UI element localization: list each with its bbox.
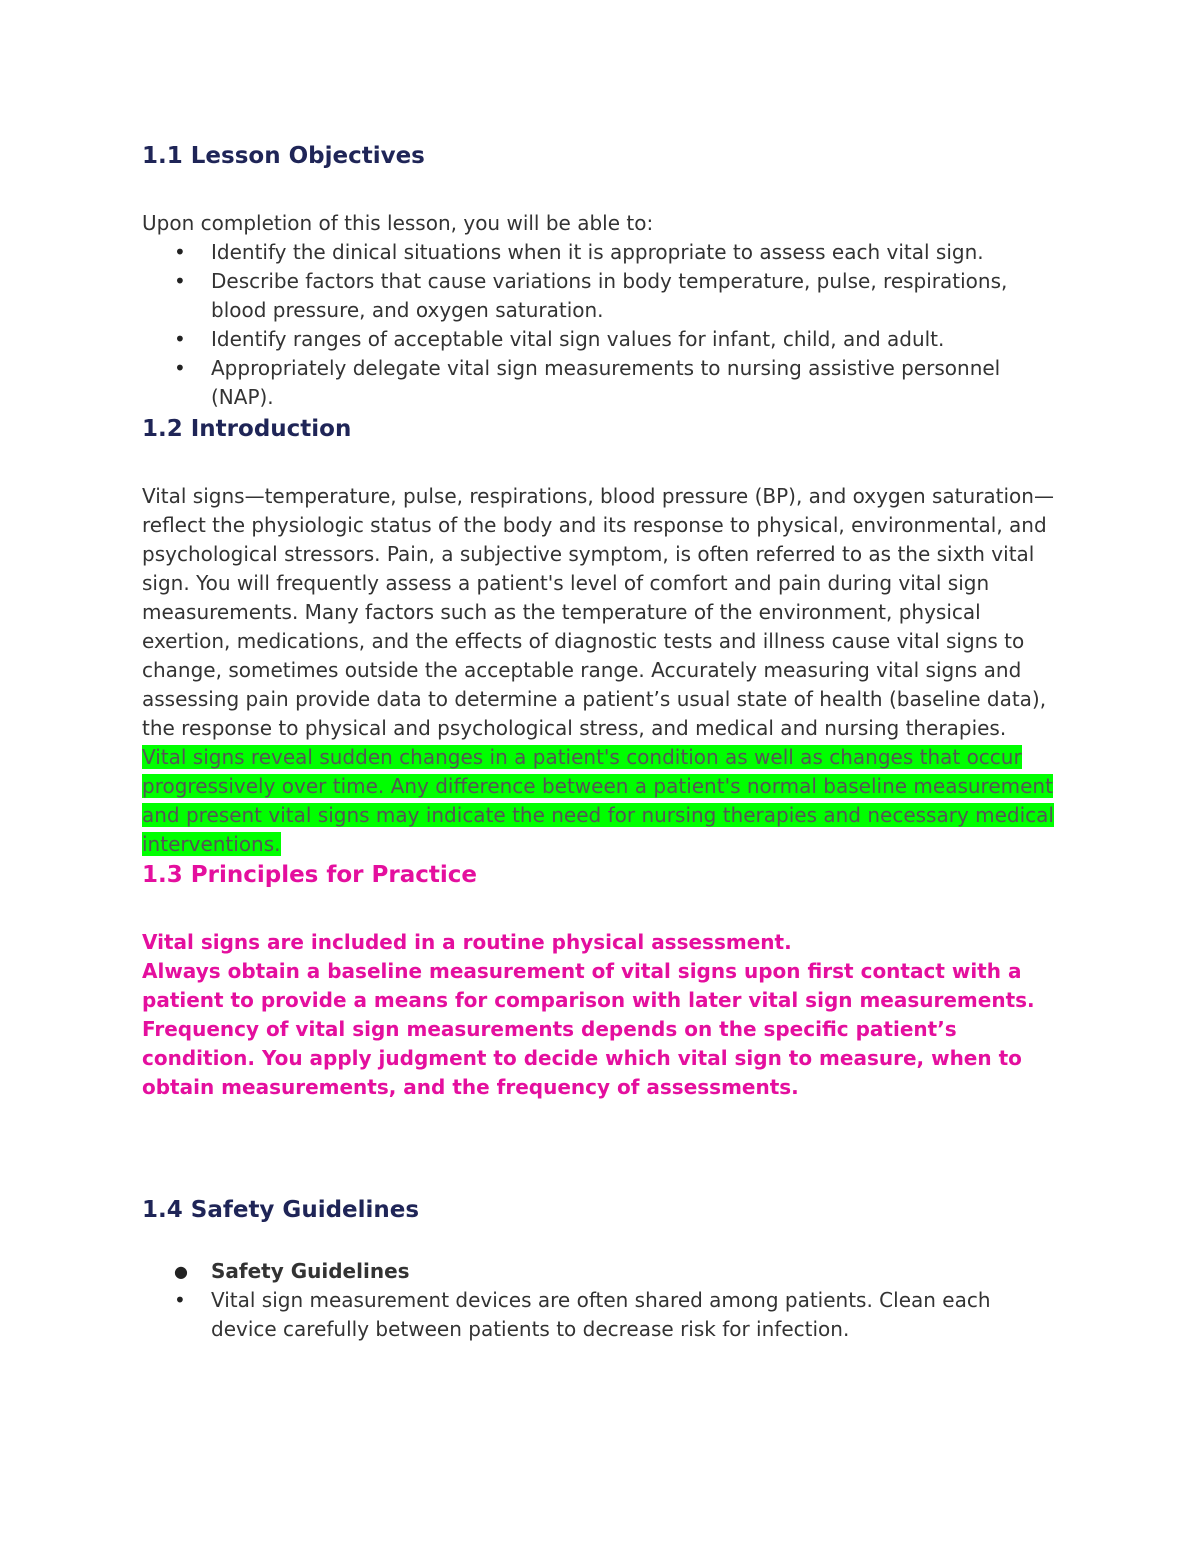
objective-text: Identify ranges of acceptable vital sign values for infant, child, and adult.	[211, 327, 945, 351]
safety-list	[142, 1257, 1062, 1344]
principle-line: Vital signs are included in a routine physical assessment.	[142, 930, 792, 954]
heading-lesson-objectives: 1.1 Lesson Objectives	[142, 143, 425, 169]
introduction-paragraph: Vital signs—temperature, pulse, respirations, blood pressure (BP), and oxygen saturation—reflect the physiologic status of the body and its response to physical, environmental, and psychological stressors. Pain, a subjective symptom, is often referred to as the sixth vital sign. You will frequently assess a patient's level of comfort and pain during vital sign measurements. Many factors such as the temperature of the environment, physical exertion, medications, and the effects of diagnostic tests and illness cause vital signs to change, sometimes outside the acceptable range. Accurately measuring vital signs and assessing pain provide data to determine a patient’s usual state of health (baseline data), the response to physical and psychological stress, and medical and nursing therapies.	[142, 484, 1054, 740]
principles-block	[142, 928, 1062, 1102]
principle-line: Always obtain a baseline measurement of vital signs upon first contact with a patient to provide a means for comparison with later vital sign measurements.	[142, 959, 1035, 1012]
objective-text: Identify the dinical situations when it is appropriate to assess each vital sign.	[211, 240, 984, 264]
objective-item	[142, 238, 1062, 267]
principle-line: Frequency of vital sign measurements depends on the specific patient’s condition. You apply judgment to decide which vital sign to measure, when to obtain measurements, and the frequency of assessments.	[142, 1017, 1022, 1099]
heading-introduction: 1.2 Introduction	[142, 416, 352, 442]
objective-item	[142, 267, 1062, 325]
green-highlight: Vital signs reveal sudden changes in a patient's condition as well as changes that occur progressively over time. Any difference between a patient's normal baseline measurement and present vital signs may indicate the need for nursing therapies and necessary medical interventions.	[142, 745, 1054, 856]
objective-text: Describe factors that cause variations in body temperature, pulse, respirations, blood pressure, and oxygen saturation.	[211, 269, 1008, 322]
objective-item	[142, 354, 1062, 412]
bullet-icon: •	[174, 356, 186, 380]
safety-item	[142, 1257, 1062, 1286]
document-body	[142, 138, 1062, 1344]
safety-item-text: Vital sign measurement devices are often shared among patients. Clean each device carefully between patients to decrease risk for infection.	[211, 1288, 991, 1341]
bullet-icon: •	[174, 327, 186, 351]
objective-text: Appropriately delegate vital sign measurements to nursing assistive personnel (NAP).	[211, 356, 1001, 409]
heading-principles-for-practice: 1.3 Principles for Practice	[142, 862, 477, 888]
bullet-icon: •	[174, 269, 186, 293]
safety-item	[142, 1286, 1062, 1344]
bullet-icon: •	[174, 240, 186, 264]
bullet-icon: ●	[174, 1262, 188, 1281]
objectives-intro: Upon completion of this lesson, you will be able to:	[142, 211, 654, 235]
objective-item	[142, 325, 1062, 354]
safety-item-text: Safety Guidelines	[211, 1259, 410, 1283]
heading-safety-guidelines: 1.4 Safety Guidelines	[142, 1197, 420, 1223]
highlighted-paragraph	[142, 743, 1062, 859]
objectives-list	[142, 238, 1062, 412]
bullet-icon: •	[174, 1288, 186, 1312]
